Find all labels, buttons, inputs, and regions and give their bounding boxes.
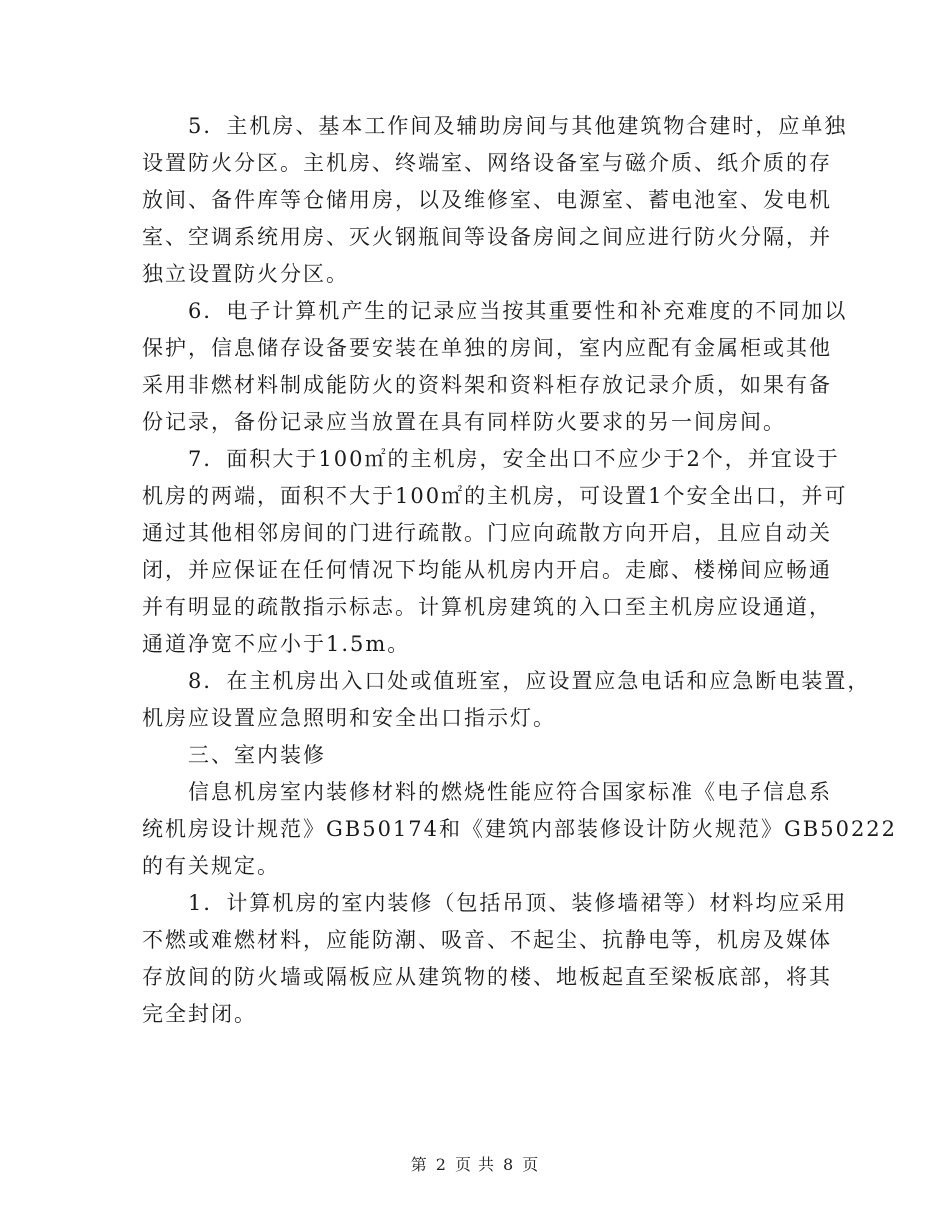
paragraph-6-line-2: 保护，信息储存设备要安装在单独的房间，室内应配有金属柜或其他 (142, 336, 832, 360)
page-footer (0, 1152, 950, 1175)
intro-paragraph-line-1: 信息机房室内装修材料的燃烧性能应符合国家标准《电子信息系 (188, 780, 832, 804)
intro-paragraph-line-3: 的有关规定。 (142, 854, 280, 878)
footer-suffix: 页 (522, 1155, 540, 1174)
paragraph-7-line-5: 并有明显的疏散指示标志。计算机房建筑的入口至主机房应设通道， (142, 595, 832, 619)
intro-paragraph-line-2: 统机房设计规范》GB50174和《建筑内部装修设计防火规范》GB50222 (142, 817, 898, 841)
paragraph-7-line-2: 机房的两端，面积不大于100㎡的主机房，可设置1个安全出口，并可 (142, 484, 848, 508)
paragraph-1-line-2: 不燃或难燃材料，应能防潮、吸音、不起尘、抗静电等，机房及媒体 (142, 928, 832, 952)
paragraph-7-line-3: 通过其他相邻房间的门进行疏散。门应向疏散方向开启，且应自动关 (142, 521, 832, 545)
paragraph-7-line-6: 通道净宽不应小于1.5m。 (142, 632, 411, 656)
paragraph-1-line-1: 1．计算机房的室内装修（包括吊顶、装修墙裙等）材料均应采用 (188, 891, 848, 915)
section-heading-interior-decoration: 三、室内装修 (188, 743, 326, 767)
paragraph-7-line-1: 7．面积大于100㎡的主机房，安全出口不应少于2个，并宜设于 (188, 447, 840, 471)
footer-middle: 页 共 (454, 1155, 496, 1174)
paragraph-5-line-5: 独立设置防火分区。 (142, 262, 349, 286)
paragraph-6-line-1: 6．电子计算机产生的记录应当按其重要性和补充难度的不同加以 (188, 299, 848, 323)
footer-total-pages: 8 (503, 1155, 515, 1174)
paragraph-5-line-2: 设置防火分区。主机房、终端室、网络设备室与磁介质、纸介质的存 (142, 151, 832, 175)
paragraph-7-line-4: 闭，并应保证在任何情况下均能从机房内开启。走廊、楼梯间应畅通 (142, 558, 832, 582)
paragraph-1-line-4: 完全封闭。 (142, 1002, 257, 1026)
footer-current-page: 2 (435, 1155, 447, 1174)
paragraph-8-line-2: 机房应设置应急照明和安全出口指示灯。 (142, 706, 556, 730)
paragraph-5-line-4: 室、空调系统用房、灭火钢瓶间等设备房间之间应进行防火分隔，并 (142, 225, 832, 249)
footer-prefix: 第 (410, 1155, 428, 1174)
paragraph-5-line-3: 放间、备件库等仓储用房，以及维修室、电源室、蓄电池室、发电机 (142, 188, 832, 212)
paragraph-6-line-3: 采用非燃材料制成能防火的资料架和资料柜存放记录介质，如果有备 (142, 373, 832, 397)
paragraph-1-line-3: 存放间的防火墙或隔板应从建筑物的楼、地板起直至梁板底部，将其 (142, 965, 832, 989)
paragraph-5-line-1: 5．主机房、基本工作间及辅助房间与其他建筑物合建时，应单独 (188, 114, 848, 138)
paragraph-8-line-1: 8．在主机房出入口处或值班室，应设置应急电话和应急断电装置， (188, 669, 871, 693)
paragraph-6-line-4: 份记录，备份记录应当放置在具有同样防火要求的另一间房间。 (142, 410, 786, 434)
